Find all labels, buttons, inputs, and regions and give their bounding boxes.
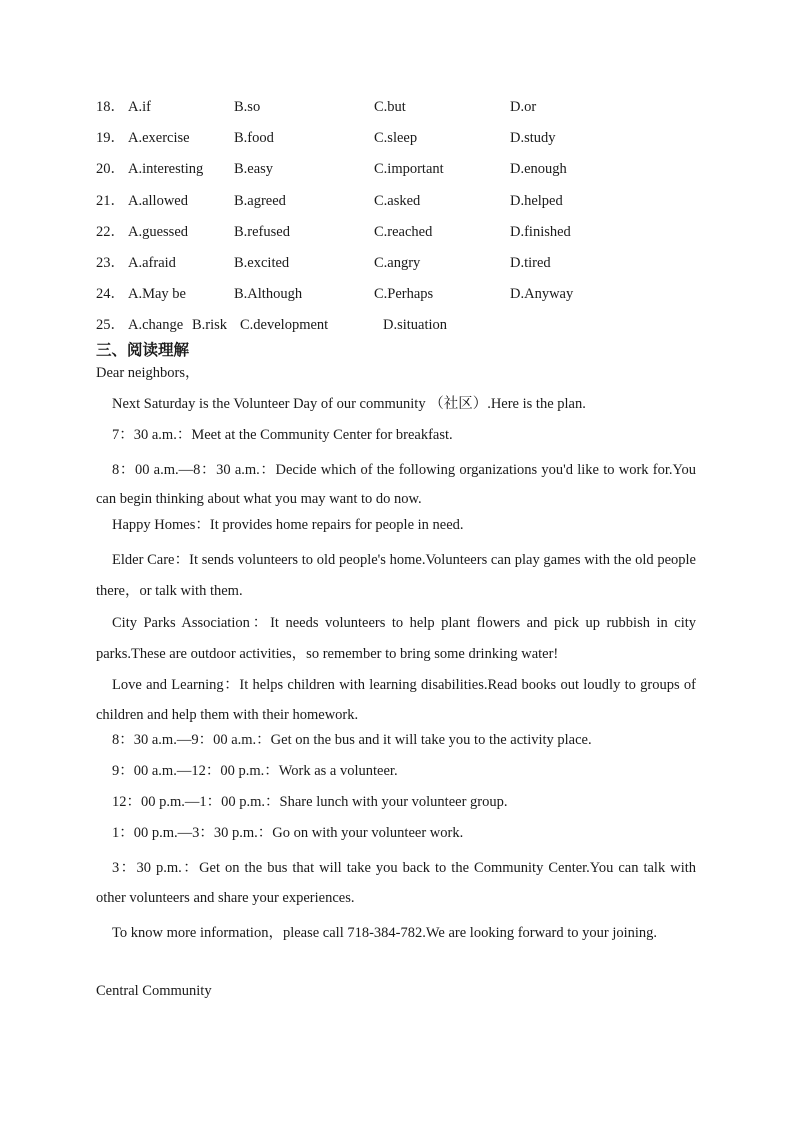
paragraph-elder-care: Elder Care：It sends volunteers to old people's home.Volunteers can play games with the old people there，or talk with them. xyxy=(96,552,696,599)
question-number: 23． xyxy=(96,254,125,271)
option-c: C.development xyxy=(240,317,329,334)
paragraph-schedule-afternoon: 1：00 p.m.—3：30 p.m.：Go on with your volunteer work. xyxy=(112,825,464,841)
question-number: 24． xyxy=(96,286,125,303)
option-d: D.enough xyxy=(510,161,567,178)
option-a: A.interesting xyxy=(128,161,204,178)
signature: Central Community xyxy=(96,983,212,999)
option-row-24 xyxy=(96,281,696,312)
option-b: B.Although xyxy=(234,286,303,303)
option-a: A.afraid xyxy=(128,254,176,271)
option-c: C.important xyxy=(374,161,444,178)
option-b: B.so xyxy=(234,99,261,115)
option-c: C.angry xyxy=(374,254,421,271)
paragraph-schedule-decide: 8：00 a.m.—8：30 a.m.：Decide which of the following organizations you'd like to work for.You can begin thinking about what you may want to do now. xyxy=(96,462,696,507)
option-d: D.Anyway xyxy=(510,286,574,303)
option-a: A.allowed xyxy=(128,192,188,209)
option-d: D.study xyxy=(510,130,556,147)
paragraph-schedule-work: 9：00 a.m.—12：00 p.m.：Work as a volunteer. xyxy=(112,763,398,779)
option-a: A.exercise xyxy=(128,130,190,147)
option-b: B.easy xyxy=(234,161,274,178)
paragraph-schedule-breakfast: 7：30 a.m.：Meet at the Community Center for breakfast. xyxy=(112,427,453,443)
option-a: A.change xyxy=(128,317,184,334)
option-a: A.if xyxy=(128,99,151,115)
question-number: 25． xyxy=(96,317,125,334)
paragraph-city-parks: City Parks Association：It needs volunteers to help plant flowers and pick up rubbish in city parks.These are outdoor activities，so remember to bring some drinking water! xyxy=(96,615,696,662)
option-row-23 xyxy=(96,250,696,281)
option-a: A.May be xyxy=(128,286,186,303)
option-row-22 xyxy=(96,219,696,250)
question-number: 18． xyxy=(96,99,125,115)
option-d: D.situation xyxy=(383,317,448,334)
option-c: C.Perhaps xyxy=(374,286,434,303)
paragraph-intro: Next Saturday is the Volunteer Day of our community （社区）.Here is the plan. xyxy=(112,396,586,412)
paragraph-schedule-return: 3：30 p.m.：Get on the bus that will take you back to the Community Center.You can talk with other volunteers and share your experiences. xyxy=(96,860,696,906)
option-b: B.refused xyxy=(234,223,290,240)
paragraph-schedule-lunch: 12：00 p.m.—1：00 p.m.：Share lunch with your volunteer group. xyxy=(112,794,508,810)
section-title: 三、阅读理解 xyxy=(96,341,190,359)
option-b: B.risk xyxy=(192,317,228,334)
option-row-21 xyxy=(96,188,696,219)
paragraph-schedule-bus: 8：30 a.m.—9：00 a.m.：Get on the bus and it will take you to the activity place. xyxy=(112,732,592,748)
option-row-18 xyxy=(96,94,696,125)
option-c: C.asked xyxy=(374,192,421,209)
option-row-20 xyxy=(96,156,696,187)
question-number: 19． xyxy=(96,130,125,147)
option-b: B.excited xyxy=(234,254,290,271)
paragraph-happy-homes: Happy Homes：It provides home repairs for people in need. xyxy=(112,517,464,533)
option-b: B.agreed xyxy=(234,192,286,209)
option-d: D.or xyxy=(510,99,537,115)
question-number: 22． xyxy=(96,223,125,240)
option-d: D.helped xyxy=(510,192,563,209)
option-c: C.sleep xyxy=(374,130,418,147)
answer-options xyxy=(96,94,696,344)
question-number: 20． xyxy=(96,161,125,178)
option-c: C.reached xyxy=(374,223,433,240)
option-c: C.but xyxy=(374,99,406,115)
paragraph-contact: To know more information，please call 718-384-782.We are looking forward to your joining. xyxy=(112,925,658,941)
question-number: 21． xyxy=(96,192,125,209)
greeting: Dear neighbors， xyxy=(96,365,200,381)
option-d: D.tired xyxy=(510,254,551,271)
option-a: A.guessed xyxy=(128,223,189,240)
option-row-19 xyxy=(96,125,696,156)
option-b: B.food xyxy=(234,130,274,147)
paragraph-love-learning: Love and Learning：It helps children with learning disabilities.Read books out loudly to groups of children and help them with their homework. xyxy=(96,677,696,723)
option-d: D.finished xyxy=(510,223,571,240)
